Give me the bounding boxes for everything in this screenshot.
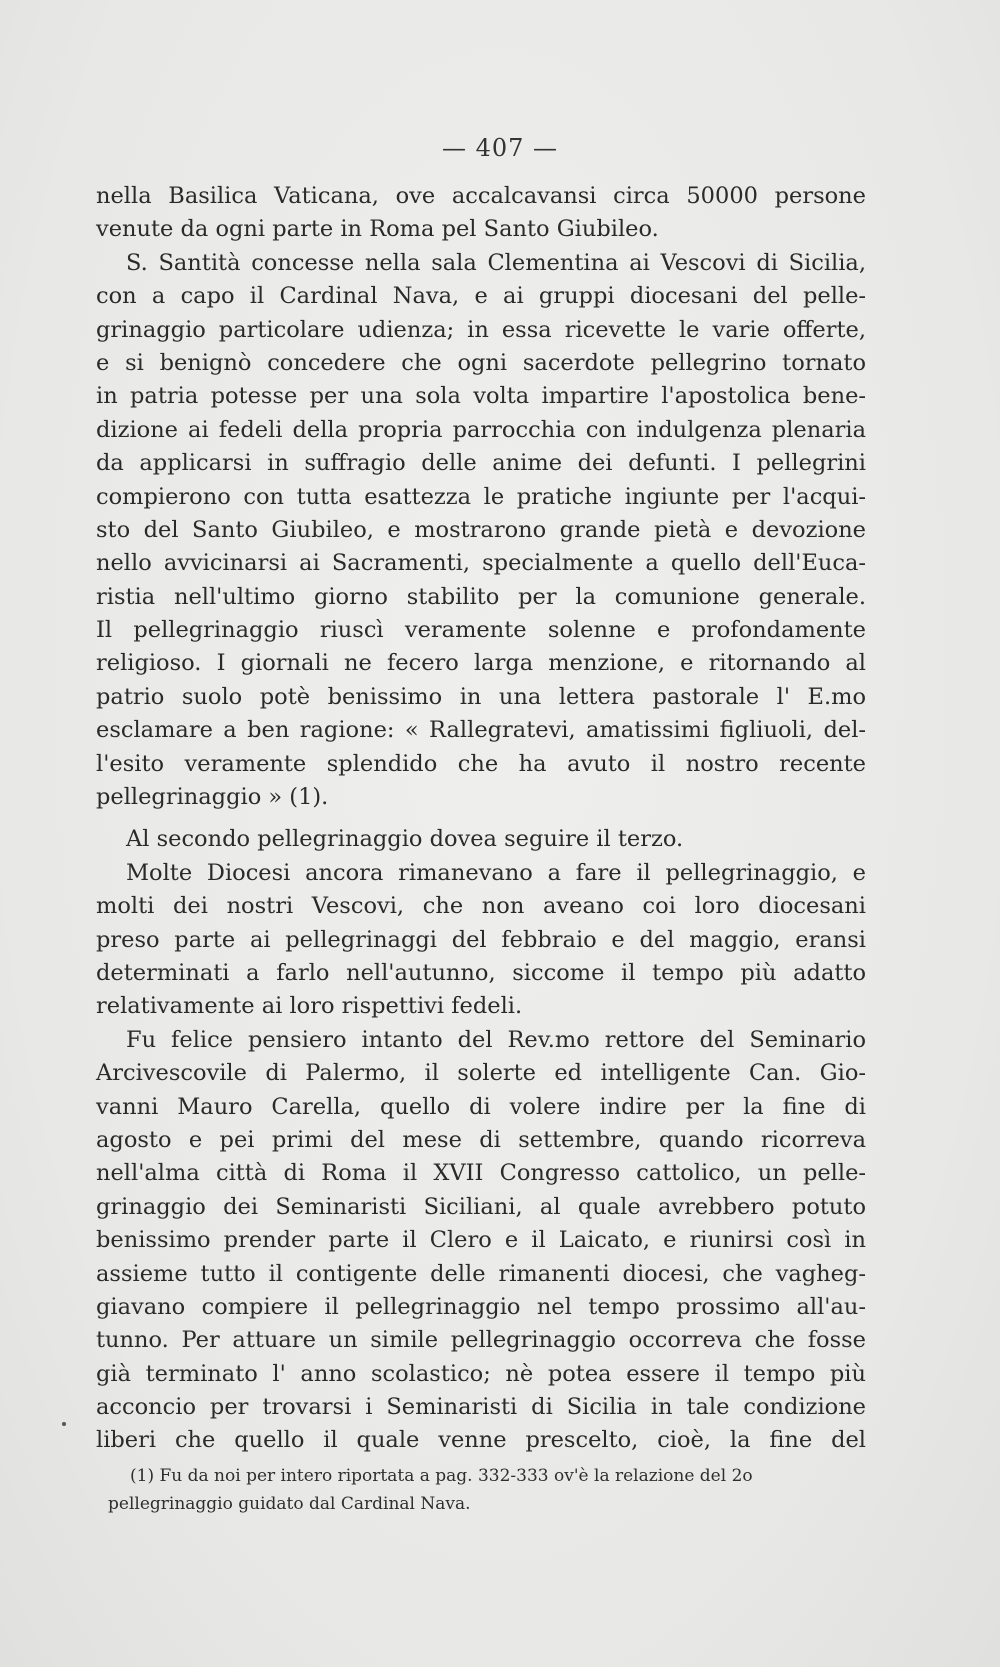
text-line: liberi che quello il quale venne prescelto, cioè, la fine del [96, 1427, 866, 1454]
body-text [96, 180, 866, 1458]
text-line: vanni Mauro Carella, quello di volere indire per la fine di [96, 1093, 866, 1120]
ink-speck [62, 1422, 66, 1426]
text-line: S. Santità concesse nella sala Clementina ai Vescovi di Sicilia, [126, 249, 866, 276]
text-line: molti dei nostri Vescovi, che non aveano coi loro diocesani [96, 893, 866, 920]
text-line: agosto e pei primi del mese di settembre, quando ricorreva [96, 1126, 866, 1153]
footnote [108, 1462, 868, 1518]
text-line: nella Basilica Vaticana, ove accalcavansi circa 50000 persone [96, 183, 866, 209]
text-line: compierono con tutta esattezza le pratiche ingiunte per l'acqui- [96, 483, 866, 510]
text-line: preso parte ai pellegrinaggi del febbraio e del maggio, eransi [96, 926, 866, 953]
text-line: acconcio per trovarsi i Seminaristi di Sicilia in tale condizione [96, 1394, 866, 1421]
text-line: Arcivescovile di Palermo, il solerte ed intelligente Can. Gio- [96, 1060, 866, 1087]
footnote-line: (1) Fu da noi per intero riportata a pag. 332-333 ov'è la relazione del 2o [130, 1466, 753, 1486]
text-line: nell'alma città di Roma il XVII Congresso cattolico, un pelle- [96, 1160, 866, 1187]
footnote-line: pellegrinaggio guidato dal Cardinal Nava. [108, 1494, 471, 1514]
text-line: già terminato l' anno scolastico; nè potea essere il tempo più [96, 1360, 866, 1387]
text-line: dizione ai fedeli della propria parrocchia con indulgenza plenaria [96, 416, 866, 443]
text-line: con a capo il Cardinal Nava, e ai gruppi diocesani del pelle- [96, 283, 866, 310]
text-line: esclamare a ben ragione: « Rallegratevi, amatissimi figliuoli, del- [96, 717, 866, 744]
text-line: determinati a farlo nell'autunno, siccome il tempo più adatto [96, 959, 866, 986]
paragraph-gap [96, 814, 866, 823]
text-line: assieme tutto il contigente delle rimanenti diocesi, che vagheg- [96, 1260, 866, 1287]
text-line: in patria potesse per una sola volta impartire l'apostolica bene- [96, 383, 866, 410]
text-line: Al secondo pellegrinaggio dovea seguire il terzo. [126, 826, 684, 853]
text-line: Molte Diocesi ancora rimanevano a fare il pellegrinaggio, e [126, 859, 866, 886]
text-line: benissimo prender parte il Clero e il Laicato, e riunirsi così in [96, 1227, 866, 1254]
text-line: sto del Santo Giubileo, e mostrarono grande pietà e devozione [96, 516, 866, 543]
text-line: grinaggio dei Seminaristi Siciliani, al quale avrebbero potuto [96, 1193, 866, 1220]
text-line: patrio suolo potè benissimo in una lettera pastorale l' E.mo [96, 683, 866, 710]
page-number: — 407 — [441, 134, 559, 162]
text-line: venute da ogni parte in Roma pel Santo Giubileo. [96, 216, 659, 243]
text-line: ristia nell'ultimo giorno stabilito per la comunione generale. [96, 583, 866, 610]
text-line: nello avvicinarsi ai Sacramenti, specialmente a quello dell'Euca- [96, 550, 866, 577]
text-line: relativamente ai loro rispettivi fedeli. [96, 993, 523, 1020]
text-line: Fu felice pensiero intanto del Rev.mo rettore del Seminario [126, 1026, 866, 1053]
text-line: Il pellegrinaggio riuscì veramente solenne e profondamente [96, 617, 866, 644]
text-line: grinaggio particolare udienza; in essa ricevette le varie offerte, [96, 316, 866, 343]
text-line: e si benignò concedere che ogni sacerdote pellegrino tornato [96, 349, 866, 376]
text-line: religioso. I giornali ne fecero larga menzione, e ritornando al [96, 650, 866, 677]
text-line: da applicarsi in suffragio delle anime dei defunti. I pellegrini [96, 450, 866, 477]
text-line: tunno. Per attuare un simile pellegrinaggio occorreva che fosse [96, 1327, 866, 1354]
text-line: l'esito veramente splendido che ha avuto il nostro recente [96, 750, 866, 777]
text-line: pellegrinaggio » (1). [96, 784, 329, 811]
text-line: giavano compiere il pellegrinaggio nel tempo prossimo all'au- [96, 1293, 866, 1320]
